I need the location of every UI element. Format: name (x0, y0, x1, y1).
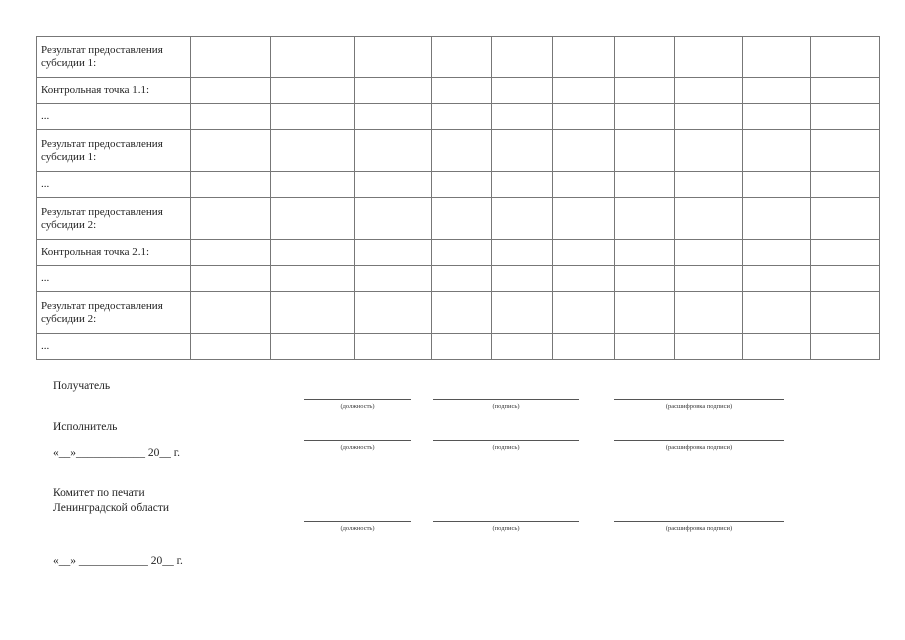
table-cell (492, 172, 553, 198)
table-cell (432, 172, 492, 198)
table-cell (811, 198, 880, 240)
table-cell (492, 292, 553, 334)
table-cell (811, 292, 880, 334)
committee-position-line (304, 521, 411, 522)
row-label: Контрольная точка 2.1: (37, 240, 191, 266)
table-cell (675, 172, 743, 198)
table-cell (432, 266, 492, 292)
table-cell (191, 292, 271, 334)
table-cell (432, 130, 492, 172)
table-cell (553, 334, 615, 360)
executor-label: Исполнитель (53, 421, 118, 433)
table-cell (743, 198, 811, 240)
caption-decode: (расшифровка подписи) (665, 444, 733, 451)
table-cell (615, 240, 675, 266)
table-cell (271, 266, 355, 292)
table-cell (553, 266, 615, 292)
table-cell (355, 266, 432, 292)
table-cell (675, 104, 743, 130)
caption-position: (должность) (340, 525, 375, 532)
table-cell (811, 240, 880, 266)
committee-label-line1: Комитет по печати (53, 487, 145, 499)
table-cell (492, 37, 553, 78)
table-cell (492, 198, 553, 240)
table-cell (743, 104, 811, 130)
table-cell (355, 130, 432, 172)
table-cell (432, 240, 492, 266)
row-label: ... (37, 334, 191, 360)
table-cell (675, 240, 743, 266)
table-cell (743, 334, 811, 360)
row-label: ... (37, 104, 191, 130)
table-cell (432, 104, 492, 130)
recipient-position-line (304, 399, 411, 400)
table-cell (615, 198, 675, 240)
table-cell (811, 334, 880, 360)
table-cell (355, 240, 432, 266)
table-cell (191, 104, 271, 130)
table-cell (432, 78, 492, 104)
row-label: Результат предоставления субсидии 2: (37, 292, 191, 334)
caption-signature: (подпись) (492, 525, 520, 532)
row-label: Результат предоставления субсидии 1: (37, 130, 191, 172)
committee-label-line2: Ленинградской области (53, 502, 170, 514)
committee-signature-line (433, 521, 579, 522)
table-cell (355, 172, 432, 198)
table-row (37, 198, 880, 240)
table-row (37, 130, 880, 172)
table-cell (811, 37, 880, 78)
table-cell (675, 292, 743, 334)
table-row (37, 266, 880, 292)
table-row (37, 240, 880, 266)
executor-signature-line (433, 440, 579, 441)
table-cell (553, 240, 615, 266)
table-cell (432, 198, 492, 240)
table-cell (811, 266, 880, 292)
table-cell (355, 334, 432, 360)
table-cell (743, 266, 811, 292)
table-cell (191, 266, 271, 292)
table-cell (615, 130, 675, 172)
table-cell (743, 78, 811, 104)
table-cell (271, 240, 355, 266)
table-cell (615, 172, 675, 198)
table-cell (743, 172, 811, 198)
table-cell (675, 198, 743, 240)
table-cell (432, 37, 492, 78)
table-cell (553, 292, 615, 334)
table-cell (492, 78, 553, 104)
recipient-label: Получатель (53, 380, 111, 392)
table-row (37, 172, 880, 198)
table-row (37, 334, 880, 360)
executor-decode-line (614, 440, 784, 441)
table-cell (553, 78, 615, 104)
table-cell (355, 292, 432, 334)
row-label: Результат предоставления субсидии 2: (37, 198, 191, 240)
row-label: ... (37, 172, 191, 198)
table-cell (675, 130, 743, 172)
caption-signature: (подпись) (492, 444, 520, 451)
date-line-1: «__»____________ 20__ г. (53, 447, 181, 459)
caption-position: (должность) (340, 403, 375, 410)
table-cell (355, 198, 432, 240)
table-cell (811, 78, 880, 104)
table-cell (743, 37, 811, 78)
table-cell (355, 104, 432, 130)
table-cell (615, 292, 675, 334)
row-label: Контрольная точка 1.1: (37, 78, 191, 104)
table-row (37, 78, 880, 104)
table-cell (432, 292, 492, 334)
table-cell (811, 130, 880, 172)
table-cell (191, 172, 271, 198)
table-cell (615, 266, 675, 292)
table-cell (615, 78, 675, 104)
table-cell (271, 292, 355, 334)
table-cell (675, 37, 743, 78)
table-cell (553, 172, 615, 198)
table-cell (492, 104, 553, 130)
caption-decode: (расшифровка подписи) (665, 403, 733, 410)
table-cell (191, 37, 271, 78)
table-cell (271, 130, 355, 172)
table-cell (675, 334, 743, 360)
table-cell (743, 292, 811, 334)
date-line-2: «__» ____________ 20__ г. (53, 555, 183, 567)
table-cell (743, 130, 811, 172)
table-cell (271, 104, 355, 130)
table-cell (191, 240, 271, 266)
committee-decode-line (614, 521, 784, 522)
executor-position-line (304, 440, 411, 441)
table-cell (553, 104, 615, 130)
table-cell (355, 78, 432, 104)
table-cell (615, 37, 675, 78)
table-cell (553, 198, 615, 240)
recipient-signature-line (433, 399, 579, 400)
table-cell (811, 104, 880, 130)
table-cell (191, 130, 271, 172)
table-cell (615, 104, 675, 130)
table-cell (271, 334, 355, 360)
table-cell (271, 198, 355, 240)
caption-signature: (подпись) (492, 403, 520, 410)
table-cell (271, 78, 355, 104)
recipient-decode-line (614, 399, 784, 400)
table-cell (191, 78, 271, 104)
table-cell (553, 37, 615, 78)
table-cell (271, 172, 355, 198)
table-cell (191, 334, 271, 360)
table-cell (675, 78, 743, 104)
table-cell (191, 198, 271, 240)
table-cell (355, 37, 432, 78)
table-cell (553, 130, 615, 172)
table-cell (432, 334, 492, 360)
table-cell (743, 240, 811, 266)
caption-position: (должность) (340, 444, 375, 451)
row-label: ... (37, 266, 191, 292)
table-row (37, 37, 880, 78)
table-cell (492, 130, 553, 172)
row-label: Результат предоставления субсидии 1: (37, 37, 191, 78)
table-cell (811, 172, 880, 198)
table-cell (492, 334, 553, 360)
table-row (37, 104, 880, 130)
table-cell (615, 334, 675, 360)
table-cell (492, 240, 553, 266)
caption-decode: (расшифровка подписи) (665, 525, 733, 532)
table-cell (675, 266, 743, 292)
table-cell (492, 266, 553, 292)
results-table (36, 36, 880, 360)
table-cell (271, 37, 355, 78)
table-row (37, 292, 880, 334)
